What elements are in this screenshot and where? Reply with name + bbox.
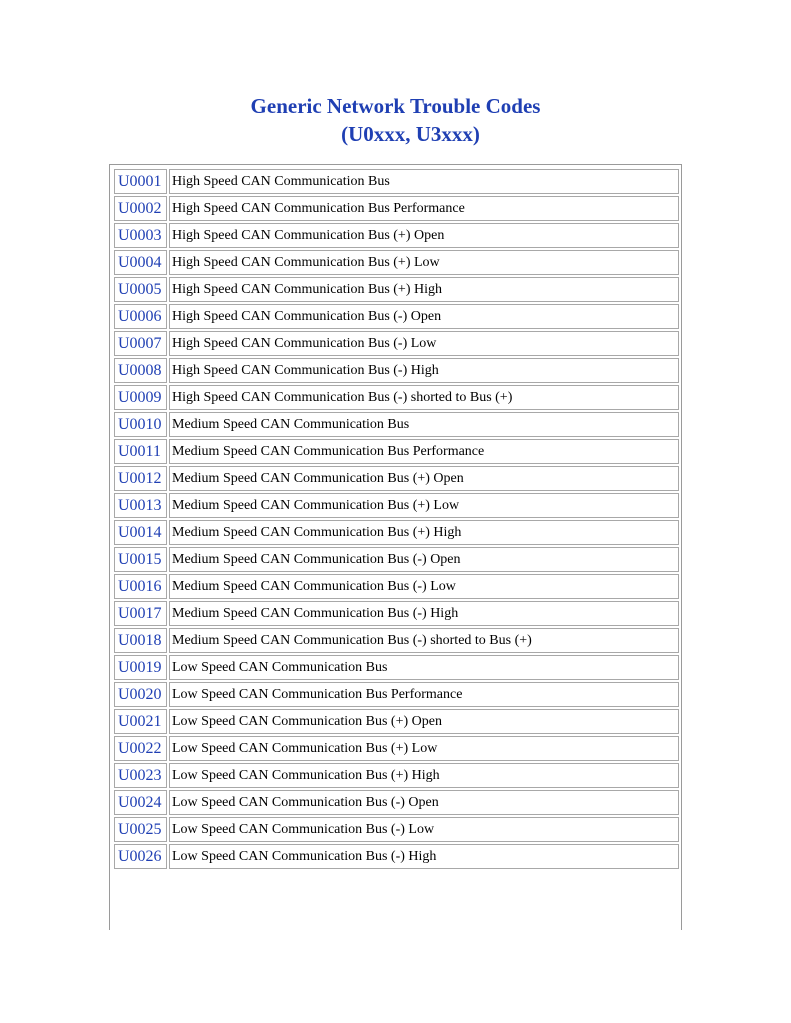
trouble-code-table-container (109, 164, 682, 930)
table-row (114, 709, 679, 734)
trouble-code-description-cell: High Speed CAN Communication Bus (-) High (169, 358, 679, 383)
trouble-code-description-cell: Medium Speed CAN Communication Bus (169, 412, 679, 437)
trouble-code-cell: U0012 (114, 466, 167, 491)
trouble-code-description-cell: Low Speed CAN Communication Bus Performance (169, 682, 679, 707)
table-row (114, 331, 679, 356)
table-row (114, 682, 679, 707)
table-row (114, 763, 679, 788)
trouble-code-description-cell: Medium Speed CAN Communication Bus (+) Open (169, 466, 679, 491)
table-row (114, 520, 679, 545)
trouble-code-cell: U0008 (114, 358, 167, 383)
trouble-code-cell: U0009 (114, 385, 167, 410)
trouble-code-description-cell: Medium Speed CAN Communication Bus (-) Open (169, 547, 679, 572)
trouble-code-cell: U0020 (114, 682, 167, 707)
table-row (114, 439, 679, 464)
trouble-code-cell: U0006 (114, 304, 167, 329)
trouble-code-cell: U0019 (114, 655, 167, 680)
trouble-code-cell: U0016 (114, 574, 167, 599)
page-title-line1: Generic Network Trouble Codes (250, 94, 541, 118)
table-row (114, 628, 679, 653)
trouble-code-table-body (114, 169, 679, 869)
trouble-code-cell: U0026 (114, 844, 167, 869)
table-row (114, 277, 679, 302)
trouble-code-description-cell: High Speed CAN Communication Bus (+) Open (169, 223, 679, 248)
trouble-code-cell: U0010 (114, 412, 167, 437)
table-row (114, 601, 679, 626)
table-row (114, 250, 679, 275)
trouble-code-cell: U0007 (114, 331, 167, 356)
trouble-code-cell: U0002 (114, 196, 167, 221)
trouble-code-description-cell: High Speed CAN Communication Bus (+) Low (169, 250, 679, 275)
table-row (114, 223, 679, 248)
trouble-code-cell: U0013 (114, 493, 167, 518)
trouble-code-cell: U0022 (114, 736, 167, 761)
trouble-code-cell: U0021 (114, 709, 167, 734)
trouble-code-description-cell: Medium Speed CAN Communication Bus (+) High (169, 520, 679, 545)
table-row (114, 358, 679, 383)
trouble-code-description-cell: High Speed CAN Communication Bus (169, 169, 679, 194)
trouble-code-description-cell: Low Speed CAN Communication Bus (-) Low (169, 817, 679, 842)
page-title (0, 92, 791, 148)
trouble-code-cell: U0005 (114, 277, 167, 302)
trouble-code-cell: U0018 (114, 628, 167, 653)
table-row (114, 493, 679, 518)
table-row (114, 169, 679, 194)
table-row (114, 736, 679, 761)
trouble-code-description-cell: Low Speed CAN Communication Bus (+) Low (169, 736, 679, 761)
trouble-code-description-cell: High Speed CAN Communication Bus (-) Low (169, 331, 679, 356)
table-row (114, 547, 679, 572)
trouble-code-cell: U0011 (114, 439, 167, 464)
trouble-code-table (112, 167, 681, 871)
trouble-code-description-cell: Medium Speed CAN Communication Bus (-) Low (169, 574, 679, 599)
trouble-code-cell: U0023 (114, 763, 167, 788)
trouble-code-description-cell: High Speed CAN Communication Bus Performance (169, 196, 679, 221)
trouble-code-cell: U0003 (114, 223, 167, 248)
trouble-code-cell: U0014 (114, 520, 167, 545)
trouble-code-description-cell: Low Speed CAN Communication Bus (169, 655, 679, 680)
page-title-line2: (U0xxx, U3xxx) (341, 122, 480, 146)
trouble-code-cell: U0004 (114, 250, 167, 275)
trouble-code-description-cell: Medium Speed CAN Communication Bus (+) Low (169, 493, 679, 518)
trouble-code-description-cell: Low Speed CAN Communication Bus (-) High (169, 844, 679, 869)
table-row (114, 844, 679, 869)
trouble-code-description-cell: Low Speed CAN Communication Bus (+) High (169, 763, 679, 788)
trouble-code-cell: U0025 (114, 817, 167, 842)
trouble-code-description-cell: Low Speed CAN Communication Bus (-) Open (169, 790, 679, 815)
table-row (114, 412, 679, 437)
table-row (114, 385, 679, 410)
trouble-code-description-cell: Medium Speed CAN Communication Bus (-) High (169, 601, 679, 626)
trouble-code-cell: U0024 (114, 790, 167, 815)
trouble-code-cell: U0015 (114, 547, 167, 572)
trouble-code-description-cell: Medium Speed CAN Communication Bus (-) shorted to Bus (+) (169, 628, 679, 653)
trouble-code-description-cell: High Speed CAN Communication Bus (-) Open (169, 304, 679, 329)
trouble-code-description-cell: High Speed CAN Communication Bus (+) High (169, 277, 679, 302)
table-row (114, 655, 679, 680)
trouble-code-description-cell: Medium Speed CAN Communication Bus Performance (169, 439, 679, 464)
trouble-code-description-cell: Low Speed CAN Communication Bus (+) Open (169, 709, 679, 734)
table-row (114, 466, 679, 491)
table-row (114, 790, 679, 815)
trouble-code-cell: U0017 (114, 601, 167, 626)
table-row (114, 196, 679, 221)
table-row (114, 574, 679, 599)
trouble-code-description-cell: High Speed CAN Communication Bus (-) shorted to Bus (+) (169, 385, 679, 410)
table-row (114, 304, 679, 329)
trouble-code-cell: U0001 (114, 169, 167, 194)
table-row (114, 817, 679, 842)
